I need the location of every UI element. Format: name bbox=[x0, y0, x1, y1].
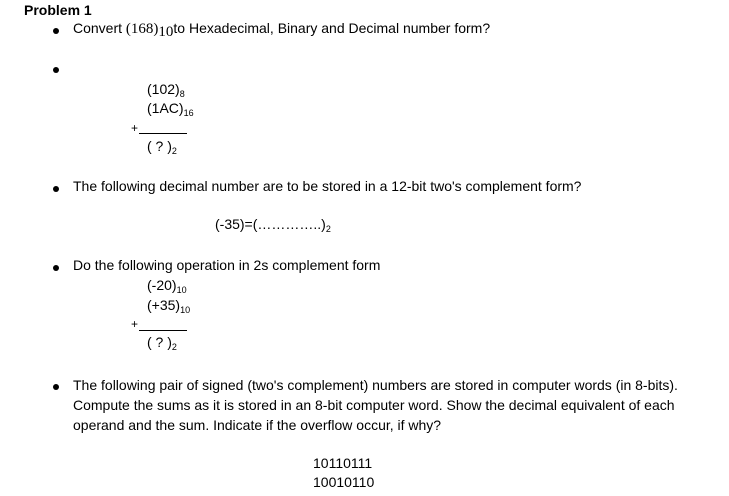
q3-expression-value: (-35)=(…………..) bbox=[215, 216, 326, 232]
q3-text: The following decimal number are to be stored in a 12-bit two's complement form? bbox=[73, 178, 582, 194]
q4-result-value: ( ? ) bbox=[147, 334, 172, 350]
q4-operand1-value: (-20) bbox=[147, 277, 177, 293]
q2-operand1-base: 8 bbox=[179, 89, 185, 99]
bullet-q2 bbox=[53, 67, 59, 73]
q2-operand2 bbox=[147, 100, 194, 118]
q4-operand2-base: 10 bbox=[180, 305, 191, 315]
q4-plus-sign: + bbox=[131, 317, 139, 331]
q4-result-base: 2 bbox=[171, 342, 177, 352]
q5-value1: 10110111 bbox=[313, 455, 373, 471]
q4-operand1 bbox=[147, 277, 187, 295]
q2-sum-rule bbox=[139, 133, 187, 134]
q4-sum-rule bbox=[139, 330, 187, 331]
q4-result bbox=[147, 334, 177, 352]
q1-number-base: 10 bbox=[158, 24, 174, 40]
q2-operand1-value: (102) bbox=[147, 81, 180, 97]
q3-expression-base: 2 bbox=[325, 224, 331, 234]
q1-text bbox=[73, 20, 490, 41]
q2-operand2-value: (1AC) bbox=[147, 100, 184, 116]
q4-operand1-base: 10 bbox=[176, 285, 187, 295]
bullet-q5 bbox=[53, 384, 59, 390]
q4-text: Do the following operation in 2s complement form bbox=[73, 257, 381, 273]
q1-number: (168) bbox=[125, 21, 159, 37]
q2-result-base: 2 bbox=[171, 146, 177, 156]
q4-operand2 bbox=[147, 297, 190, 315]
q5-value2: 10010110 bbox=[313, 474, 375, 490]
q4-operand2-value: (+35) bbox=[147, 297, 181, 313]
q1-prefix: Convert bbox=[73, 20, 126, 36]
q1-suffix: to Hexadecimal, Binary and Decimal number form? bbox=[173, 20, 491, 36]
q2-operand2-base: 16 bbox=[183, 108, 194, 118]
q2-operand1 bbox=[147, 81, 185, 99]
q5-text: The following pair of signed (two's complement) numbers are stored in computer words (in 8-bits). Compute the sums as it is stored in an 8-bit computer word. Show the decimal equivalent of each operand and the sum. Indicate if the overflow occur, if why? bbox=[73, 377, 678, 433]
q2-plus-sign: + bbox=[131, 121, 139, 135]
problem-title: Problem 1 bbox=[24, 2, 92, 18]
q2-result-value: ( ? ) bbox=[147, 138, 172, 154]
q3-expression bbox=[215, 216, 331, 234]
bullet-q3 bbox=[53, 186, 59, 192]
q2-result bbox=[147, 138, 177, 156]
bullet-q4 bbox=[53, 265, 59, 271]
bullet-q1 bbox=[53, 28, 59, 34]
